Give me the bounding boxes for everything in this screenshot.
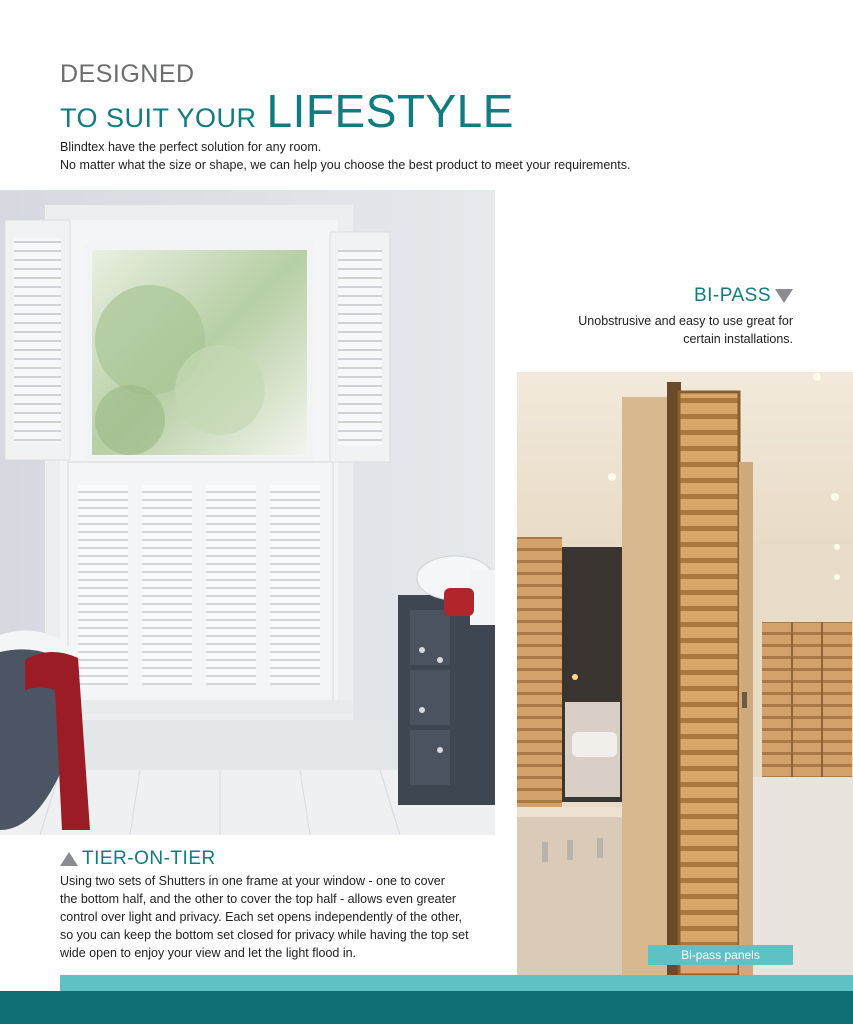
footer-accent-band <box>60 975 853 991</box>
tier-desc-line: the bottom half, and the other to cover the top half - allows even greater <box>60 892 457 906</box>
intro-line-2: No matter what the size or shape, we can help you choose the best product to meet your requirements. <box>60 158 631 172</box>
tier-desc-line: so you can keep the bottom set closed for privacy while having the top set <box>60 928 469 942</box>
bi-pass-desc-line-1: Unobstrusive and easy to use great for <box>578 314 793 328</box>
bathroom-illustration <box>0 190 495 835</box>
tier-on-tier-heading <box>60 848 216 870</box>
bi-pass-caption: Bi-pass panels <box>648 945 793 965</box>
bi-pass-title: BI-PASS <box>693 285 771 306</box>
bi-pass-heading <box>694 285 793 307</box>
tier-desc-line: Using two sets of Shutters in one frame at your window - one to cover <box>60 874 445 888</box>
heading-line-two <box>60 85 514 137</box>
page-heading <box>60 60 514 137</box>
tier-on-tier-title: TIER-ON-TIER <box>82 848 216 869</box>
triangle-down-icon <box>775 289 793 303</box>
tier-on-tier-description <box>60 872 500 962</box>
heading-line-designed: DESIGNED <box>60 60 195 88</box>
bi-pass-description <box>533 312 793 348</box>
intro-line-1: Blindtex have the perfect solution for any room. <box>60 140 322 154</box>
bi-pass-desc-line-2: certain installations. <box>683 332 793 346</box>
tier-on-tier-photo <box>0 190 495 835</box>
intro-text <box>60 138 630 174</box>
bi-pass-illustration <box>517 372 853 975</box>
footer-band <box>0 991 853 1024</box>
tier-desc-line: control over light and privacy. Each set opens independently of the other, <box>60 910 463 924</box>
tier-desc-line: wide open to enjoy your view and let the light flood in. <box>60 946 357 960</box>
heading-lifestyle: LIFESTYLE <box>266 85 514 137</box>
heading-to-suit-your: TO SUIT YOUR <box>60 103 257 133</box>
triangle-up-icon <box>60 852 78 866</box>
bi-pass-photo <box>517 372 853 975</box>
